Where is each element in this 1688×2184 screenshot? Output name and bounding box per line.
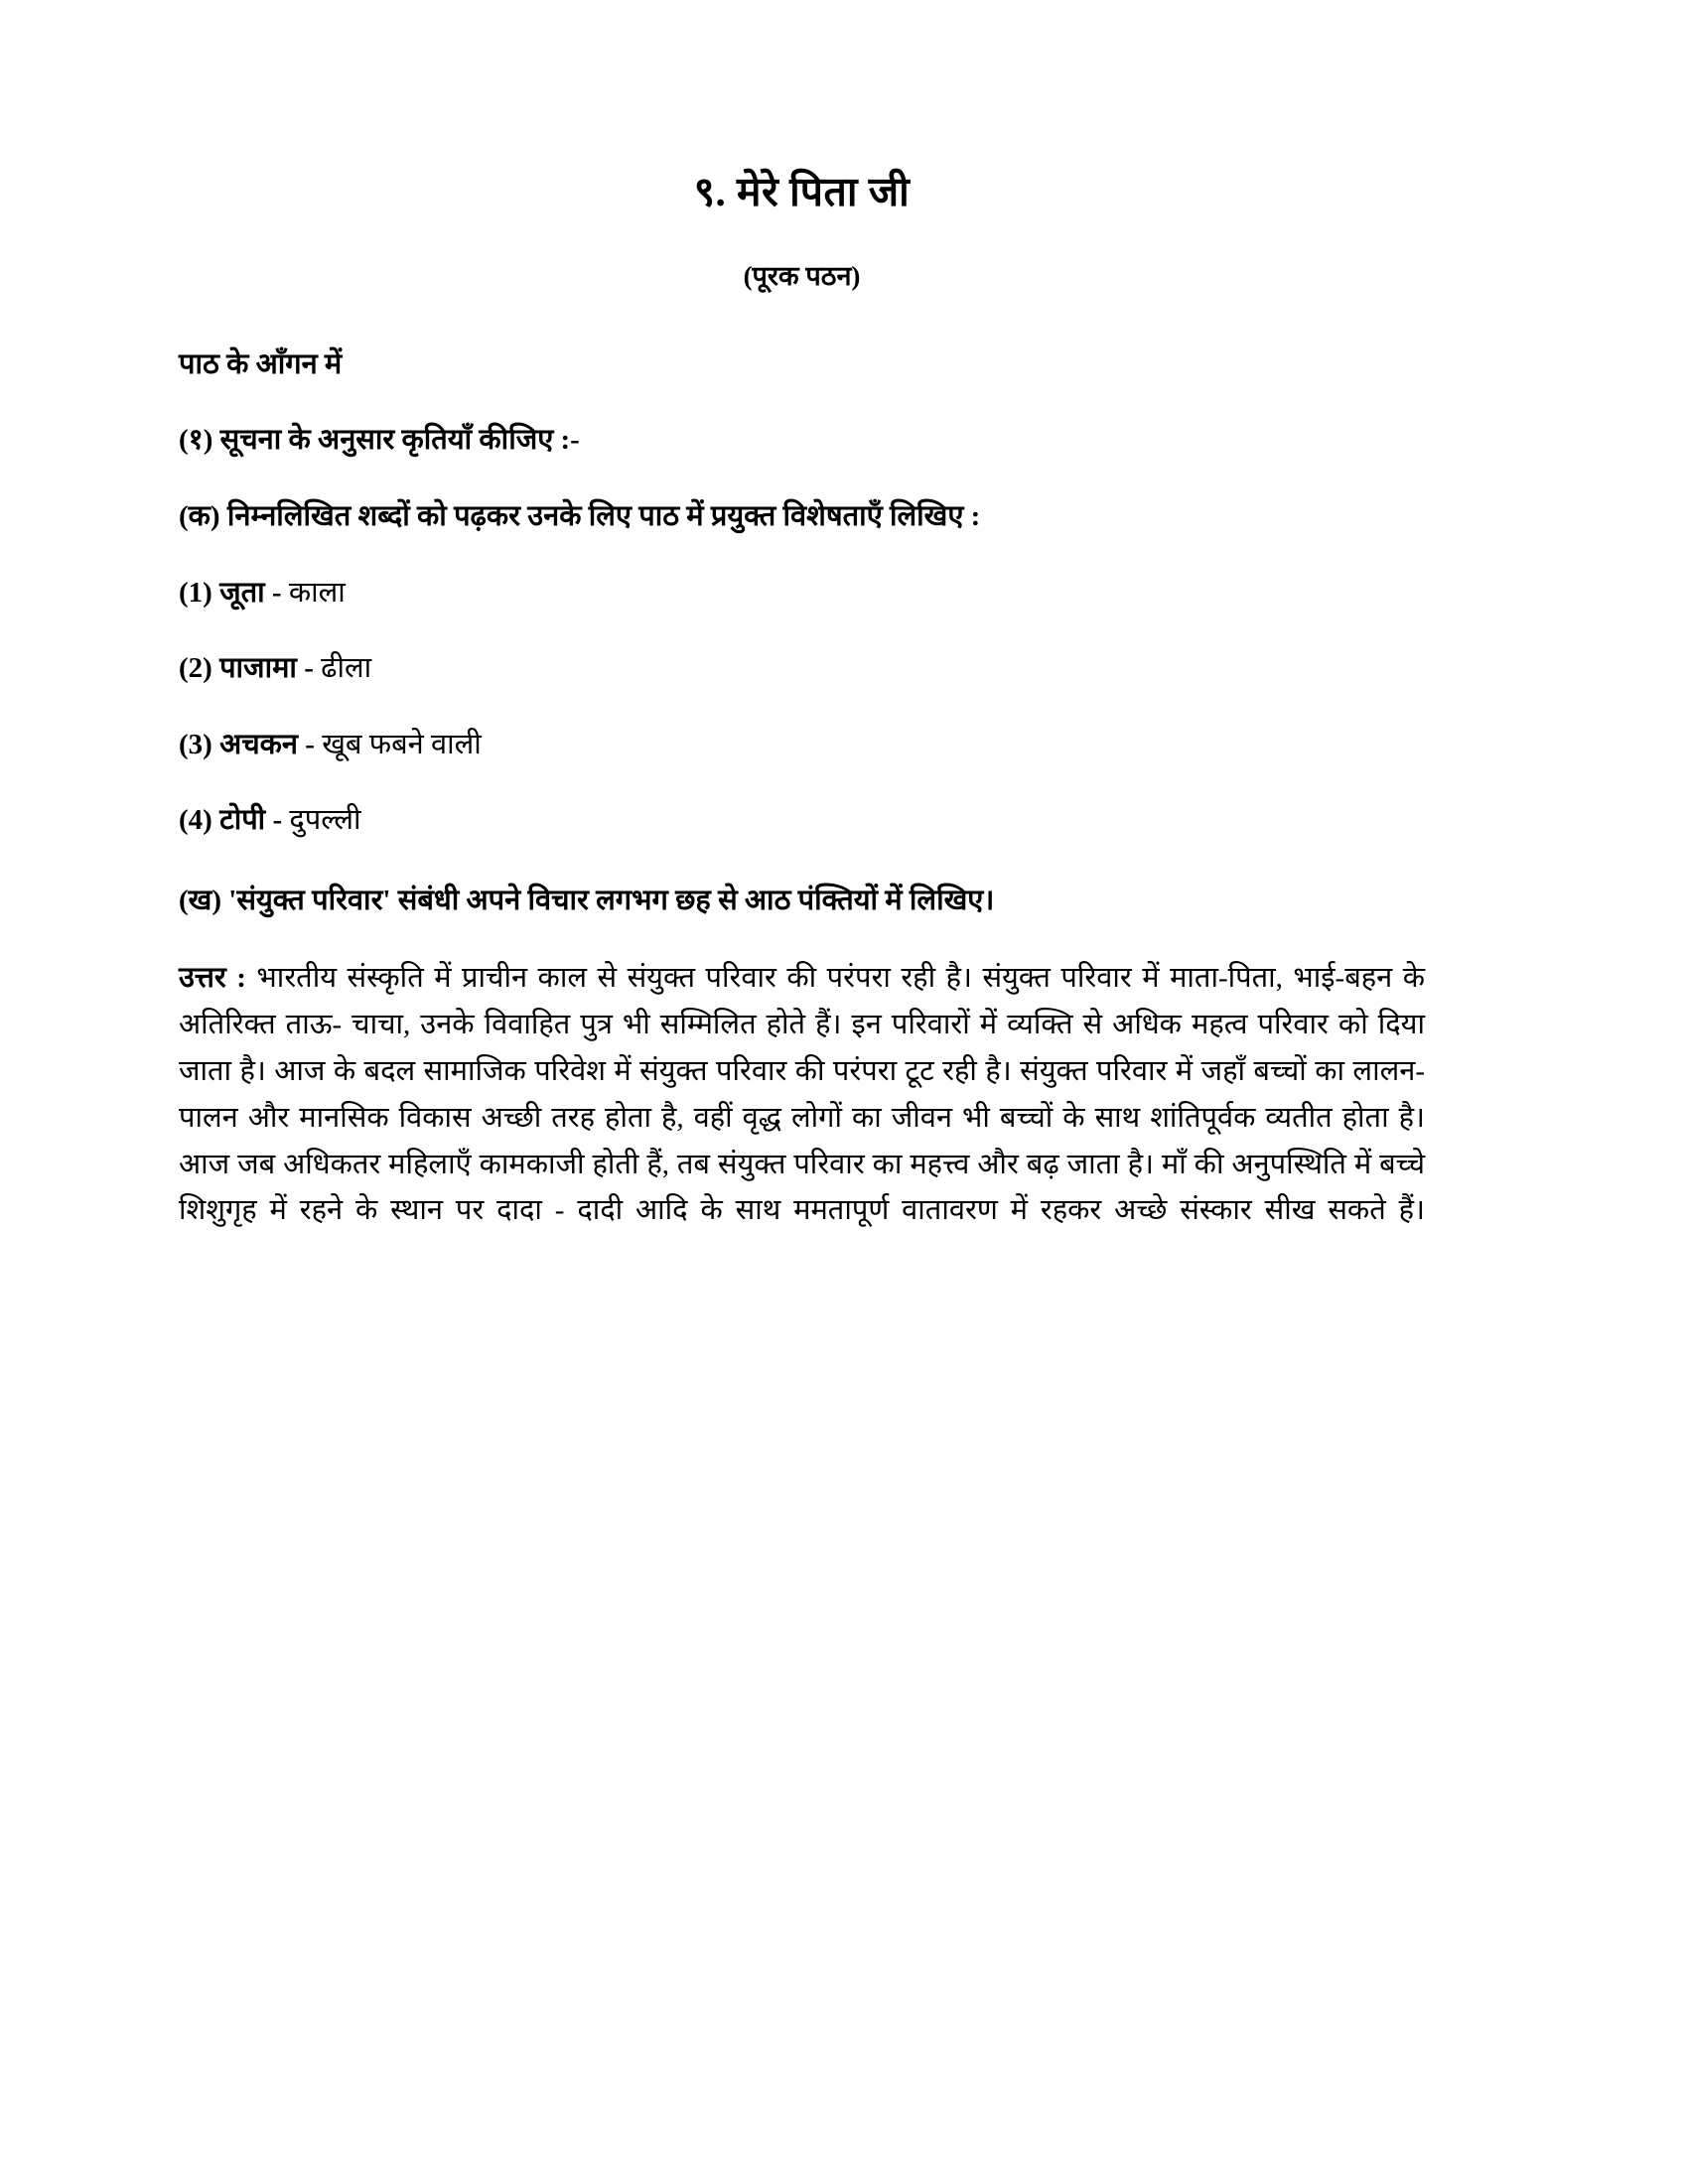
item-word: पाजामा	[219, 652, 297, 685]
list-item	[179, 537, 1425, 614]
item-label: (2)	[179, 652, 212, 685]
question-1: (१) सूचना के अनुसार कृतियाँ कीजिए :-	[179, 424, 580, 457]
item-label: (1)	[179, 576, 212, 609]
item-separator: -	[304, 652, 314, 685]
item-word: जूता	[219, 576, 265, 609]
item-label: (4)	[179, 804, 212, 837]
item-word: अचकन	[219, 728, 299, 760]
item-description: ढीला	[321, 652, 372, 685]
sub-question-ka: (क) निम्नलिखित शब्दों को पढ़कर उनके लिए पाठ में प्रयुक्त विशेषताएँ लिखिए :	[179, 500, 981, 533]
item-separator: -	[272, 804, 283, 837]
answer-label: उत्तर :	[179, 961, 246, 994]
item-separator: -	[305, 728, 315, 760]
page-title: ९. मेरे पिता जी	[693, 169, 911, 214]
item-description: काला	[288, 576, 346, 609]
document-content	[179, 0, 1425, 1281]
item-word: टोपी	[219, 804, 266, 837]
item-description: दुपल्ली	[289, 804, 361, 837]
sub-question-kha: (ख) 'संयुक्त परिवार' संबंधी अपने विचार लगभग छह से आठ पंक्तियों में लिखिए।	[179, 885, 995, 917]
answer-paragraph	[179, 921, 1425, 1282]
page-subtitle: (पूरक पठन)	[743, 261, 861, 292]
item-separator: -	[271, 576, 282, 609]
item-description: खूब फबने वाली	[322, 728, 482, 760]
list-item	[179, 764, 1425, 841]
answer-text: भारतीय संस्कृति में प्राचीन काल से संयुक्त परिवार की परंपरा रही है। संयुक्त परिवार में माता-पिता, भाई-बहन के अतिरिक्त ताऊ- चाचा, उनके विवाहित पुत्र भी सम्मिलित होते हैं। इन परिवारों में व्यक्ति से अधिक महत्व परिवार को दिया जाता है। आज के बदल सामाजिक परिवेश में संयुक्त परिवार की परंपरा टूट रही है। संयुक्त परिवार में जहाँ बच्चों का लालन-पालन और मानसिक विकास अच्छी तरह होता है, वहीं वृद्ध लोगों का जीवन भी बच्चों के साथ शांतिपूर्वक व्यतीत होता है। आज जब अधिकतर महिलाएँ कामकाजी होती हैं, तब संयुक्त परिवार का महत्त्व और बढ़ जाता है। माँ की अनुपस्थिति में बच्चे शिशुगृह में रहने के स्थान पर दादा - दादी आदि के साथ ममतापूर्ण वातावरण में रहकर अच्छे संस्कार सीख सकते हैं।	[179, 961, 1425, 1227]
list-item	[179, 613, 1425, 689]
list-item	[179, 689, 1425, 765]
item-label: (3)	[179, 728, 212, 760]
section-heading: पाठ के आँगन में	[179, 348, 343, 381]
